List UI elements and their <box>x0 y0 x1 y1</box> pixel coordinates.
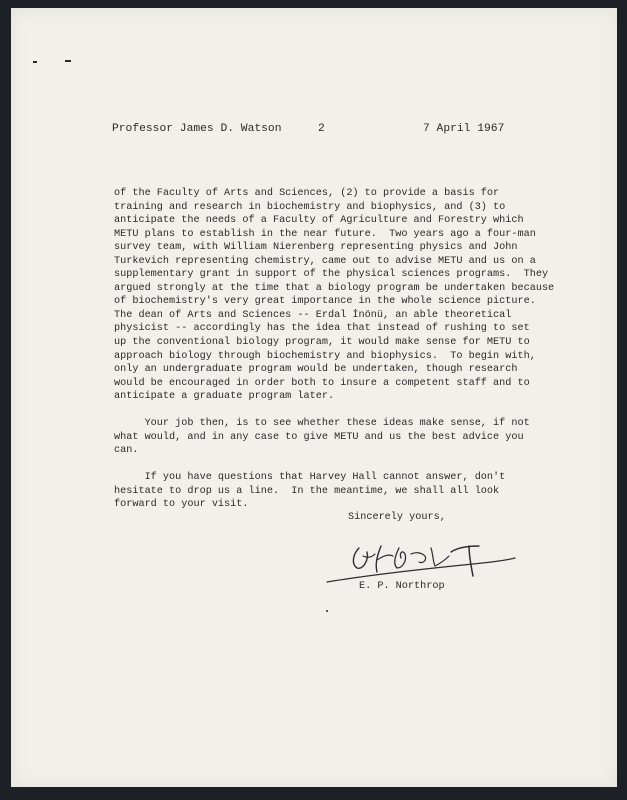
text-line: argued strongly at the time that a biology program be undertaken because <box>114 282 555 294</box>
margin-mark <box>33 61 37 63</box>
text-line: Your job then, is to see whether these ideas make sense, if not <box>114 418 530 430</box>
text-line: training and research in biochemistry and biophysics, and (3) to <box>114 201 506 213</box>
paragraph <box>114 471 524 512</box>
text-line: Turkevich representing chemistry, came out to advise METU and us on a <box>114 255 536 267</box>
text-line: survey team, with William Nierenberg representing physics and John <box>114 242 518 254</box>
text-line: anticipate the needs of a Faculty of Agriculture and Forestry which <box>114 215 524 227</box>
text-line: of the Faculty of Arts and Sciences, (2) to provide a basis for <box>114 188 500 199</box>
text-line: If you have questions that Harvey Hall cannot answer, don't <box>114 472 506 484</box>
text-line: would be encouraged in order both to insure a competent staff and to <box>114 377 530 389</box>
signer-name: E. P. Northrop <box>359 581 445 592</box>
recipient-name: Professor James D. Watson <box>112 123 282 135</box>
letter-body <box>114 187 555 512</box>
paragraph-gap <box>114 458 524 472</box>
text-line: up the conventional biology program, it would make sense for METU to <box>114 337 530 349</box>
letter-header <box>112 123 532 139</box>
text-line: what would, and in any case to give METU and us the best advice you <box>114 431 524 443</box>
text-line: forward to your visit. <box>114 499 249 511</box>
text-line: of biochemistry's very great importance in the whole science picture. <box>114 296 536 308</box>
page-number: 2 <box>318 123 325 135</box>
text-line: anticipate a graduate program later. <box>114 391 335 403</box>
letter-page <box>11 8 617 787</box>
letter-date: 7 April 1967 <box>423 123 505 135</box>
paragraph <box>114 187 555 404</box>
text-line: approach biology through biochemistry and biophysics. To begin with, <box>114 350 536 362</box>
text-line: The dean of Arts and Sciences -- Erdal İnönü, an able theoretical <box>114 309 512 321</box>
text-line: hesitate to drop us a line. In the meantime, we shall all look <box>114 485 500 497</box>
paragraph <box>114 417 530 458</box>
text-line: supplementary grant in support of the physical sciences programs. They <box>114 269 549 281</box>
text-line: physicist -- accordingly has the idea that instead of rushing to set <box>114 323 530 335</box>
margin-mark <box>65 60 71 62</box>
text-line: only an undergraduate program would be undertaken, though research <box>114 364 518 376</box>
text-line: can. <box>114 445 139 457</box>
text-line: METU plans to establish in the near future. Two years ago a four-man <box>114 228 536 240</box>
complimentary-close: Sincerely yours, <box>348 512 446 523</box>
ink-dot <box>326 610 328 612</box>
paragraph-gap <box>114 404 524 418</box>
handwritten-signature <box>323 534 523 588</box>
